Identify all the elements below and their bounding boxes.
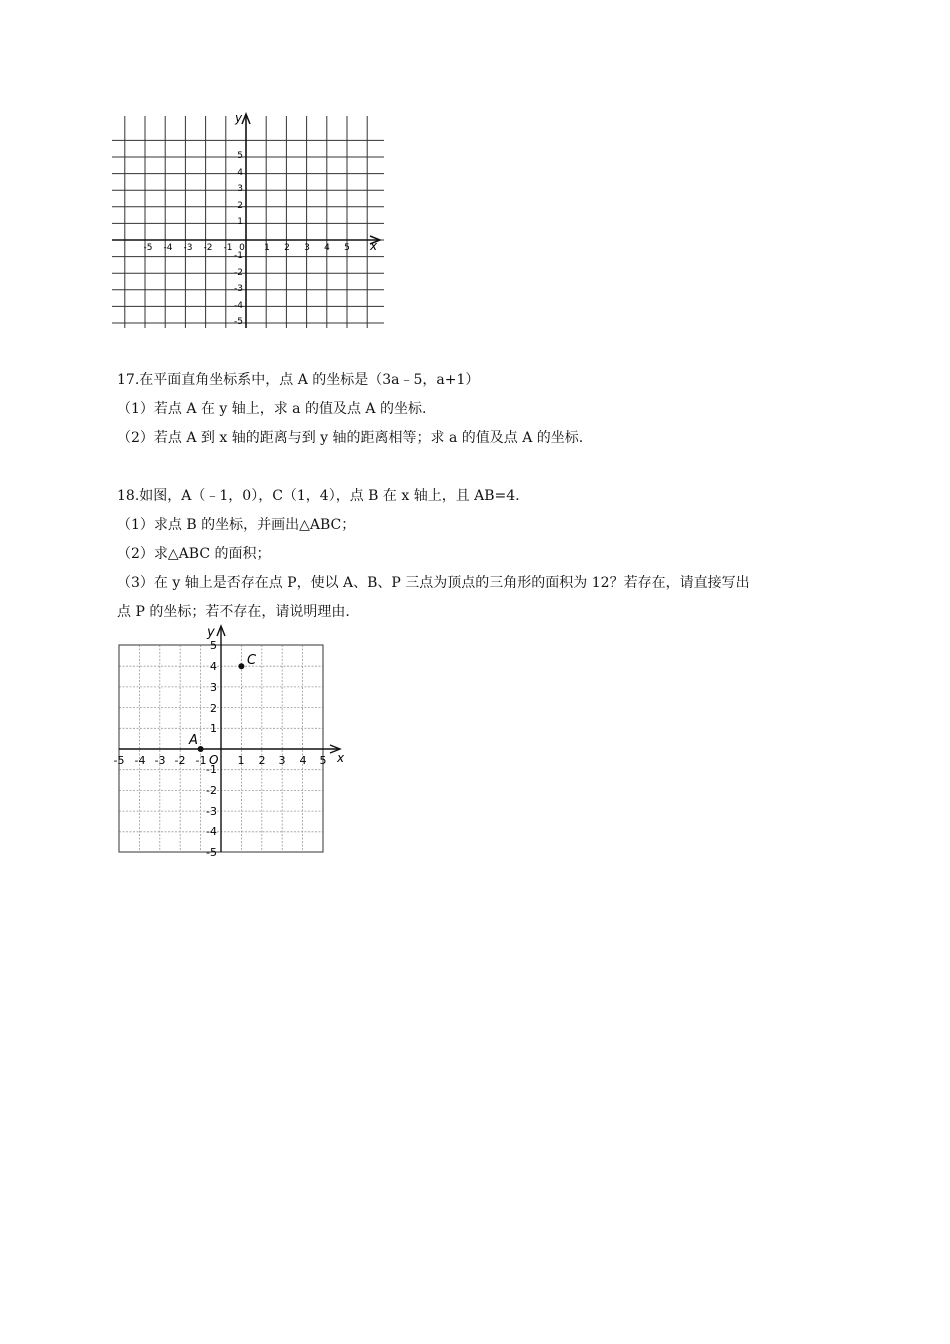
point-a-label: A: [189, 733, 198, 748]
y-tick-label: 2: [210, 702, 217, 715]
y-tick-label: 3: [210, 681, 217, 694]
y-tick-label: -5: [234, 317, 243, 327]
x-tick-label: -5: [143, 243, 153, 253]
point-c-dot: [238, 663, 244, 669]
x-tick-labels: [114, 754, 327, 767]
x-tick-label: 5: [344, 243, 350, 253]
x-tick-label: -4: [134, 754, 146, 767]
axes: [119, 628, 338, 852]
x-axis-label: x: [370, 239, 378, 253]
x-tick-label: -1: [223, 243, 233, 253]
y-tick-label: -3: [206, 805, 217, 818]
y-axis-label: y: [207, 625, 215, 640]
y-axis-label: y: [235, 112, 243, 125]
problem-17-part-2: （2）若点 A 到 x 轴的距离与到 y 轴的距离相等；求 a 的值及点 A 的坐标.: [117, 430, 584, 446]
y-tick-label: -2: [206, 784, 217, 797]
x-tick-label: -3: [154, 754, 166, 767]
coordinate-grid-2: [110, 622, 350, 860]
problem-18-part-3: （3）在 y 轴上是否存在点 P，使以 A、B、P 三点为顶点的三角形的面积为 12？若存在，请直接写出: [117, 575, 750, 591]
x-tick-label: 5: [319, 754, 327, 767]
x-tick-label: 1: [264, 243, 270, 253]
x-tick-label: -4: [163, 243, 173, 253]
x-tick-label: -2: [203, 243, 213, 253]
x-tick-label: 3: [278, 754, 286, 767]
point-c-label: C: [247, 653, 257, 668]
y-tick-label: -1: [206, 763, 217, 776]
x-tick-label: 4: [299, 754, 307, 767]
y-tick-label: 4: [210, 660, 217, 673]
y-tick-label: -1: [234, 251, 243, 261]
x-tick-label: 2: [284, 243, 290, 253]
x-tick-label: -2: [174, 754, 186, 767]
y-tick-label: 1: [237, 217, 243, 227]
origin-label: O: [209, 753, 219, 767]
x-tick-label: 3: [304, 243, 310, 253]
x-tick-label: -5: [113, 754, 125, 767]
problem-17-part-1: （1）若点 A 在 y 轴上，求 a 的值及点 A 的坐标.: [117, 401, 427, 417]
y-tick-label: -3: [234, 284, 243, 294]
problem-18-part-3-cont: 点 P 的坐标；若不存在，请说明理由.: [117, 604, 350, 620]
coordinate-grid-1: [112, 112, 392, 334]
x-tick-label: 2: [258, 754, 266, 767]
point-a-dot: [198, 746, 204, 752]
y-tick-label: 5: [237, 151, 243, 161]
y-tick-label: 4: [237, 168, 243, 178]
y-tick-label: -2: [234, 268, 243, 278]
x-tick-label: 0: [239, 243, 245, 253]
x-tick-label: -3: [183, 243, 193, 253]
y-tick-label: -4: [234, 301, 243, 311]
problem-18-part-1: （1）求点 B 的坐标，并画出△ABC；: [117, 517, 356, 533]
y-tick-label: -4: [206, 825, 217, 838]
y-tick-label: 2: [237, 201, 243, 211]
x-tick-label: 4: [324, 243, 330, 253]
y-tick-label: 1: [210, 722, 217, 735]
axes: [112, 116, 378, 328]
problem-18-stem: 18.如图，A（﹣1，0），C（1，4），点 B 在 x 轴上，且 AB=4.: [117, 488, 520, 504]
y-tick-label: -5: [206, 846, 217, 859]
y-tick-label: 5: [210, 639, 217, 652]
x-axis-label: x: [337, 751, 345, 765]
problem-17-stem: 17.在平面直角坐标系中，点 A 的坐标是（3a﹣5，a+1）: [117, 372, 480, 388]
x-tick-label: -1: [195, 754, 207, 767]
problem-18-part-2: （2）求△ABC 的面积；: [117, 546, 271, 562]
y-tick-label: 3: [237, 184, 243, 194]
x-tick-label: 1: [237, 754, 245, 767]
grid-lines: [112, 116, 384, 328]
y-tick-labels: [234, 151, 243, 327]
